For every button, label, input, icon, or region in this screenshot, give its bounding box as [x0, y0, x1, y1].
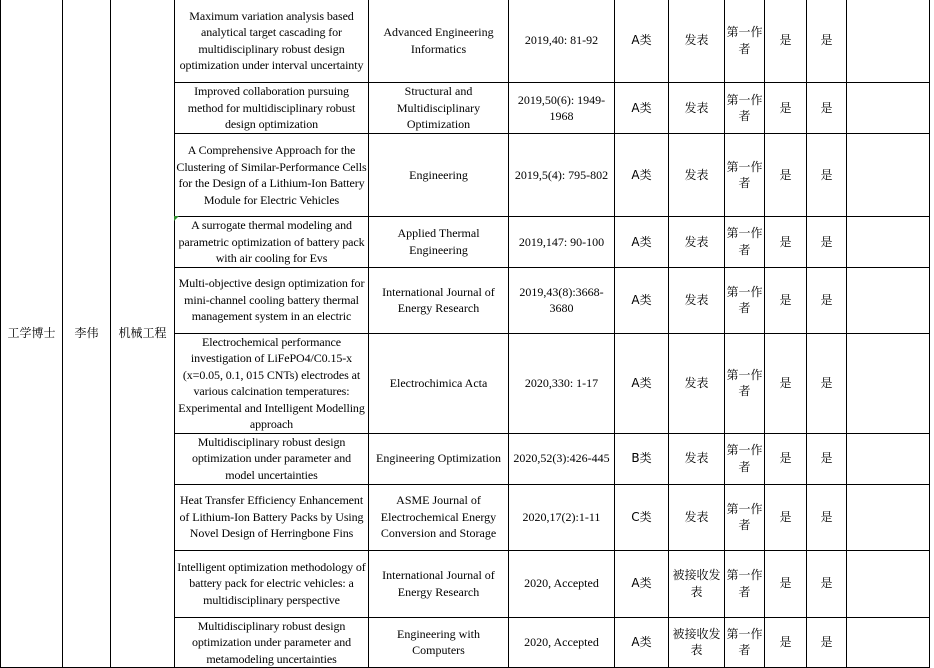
status-cell[interactable]: 发表 [669, 267, 725, 333]
check-cell-1[interactable]: 是 [765, 550, 807, 617]
check-cell-1[interactable]: 是 [765, 433, 807, 484]
status-cell[interactable]: 发表 [669, 484, 725, 550]
author-rank-cell[interactable]: 第一作者 [725, 134, 765, 217]
check-cell-2[interactable]: 是 [807, 0, 847, 83]
grade-cell[interactable]: B类 [615, 433, 669, 484]
volume-cell[interactable]: 2020, Accepted [509, 617, 615, 668]
journal-cell[interactable]: Applied Thermal Engineering [369, 217, 509, 268]
status-cell[interactable]: 发表 [669, 134, 725, 217]
author-rank-cell[interactable]: 第一作者 [725, 217, 765, 268]
paper-title-cell[interactable]: Intelligent optimization methodology of battery pack for electric vehicles: a multidisciplinary perspective [175, 550, 369, 617]
paper-title-cell[interactable]: Maximum variation analysis based analytical target cascading for multidisciplinary robust design optimization under interval uncertainty [175, 0, 369, 83]
paper-title-cell[interactable]: Multi-objective design optimization for mini-channel cooling battery thermal management system in an electric [175, 267, 369, 333]
status-cell[interactable]: 被接收发表 [669, 550, 725, 617]
journal-cell[interactable]: ASME Journal of Electrochemical Energy Conversion and Storage [369, 484, 509, 550]
grade-cell[interactable]: A类 [615, 217, 669, 268]
paper-title-cell[interactable]: Electrochemical performance investigation of LiFePO4/C0.15-x (x=0.05, 0.1, 015 CNTs) electrodes at various calcination temperatures: Experimental and Intelligent Modelling approach [175, 333, 369, 433]
volume-cell[interactable]: 2020,17(2):1-11 [509, 484, 615, 550]
volume-cell[interactable]: 2019,147: 90-100 [509, 217, 615, 268]
check-cell-2[interactable]: 是 [807, 617, 847, 668]
check-cell-1[interactable]: 是 [765, 267, 807, 333]
check-cell-2[interactable]: 是 [807, 333, 847, 433]
empty-cell[interactable] [847, 83, 930, 134]
volume-cell[interactable]: 2019,5(4): 795-802 [509, 134, 615, 217]
comment-indicator-icon [174, 216, 179, 221]
journal-cell[interactable]: International Journal of Energy Research [369, 550, 509, 617]
status-cell[interactable]: 发表 [669, 333, 725, 433]
grade-cell[interactable]: A类 [615, 267, 669, 333]
grade-cell[interactable]: A类 [615, 333, 669, 433]
table-row [1, 0, 930, 83]
author-rank-cell[interactable]: 第一作者 [725, 433, 765, 484]
status-cell[interactable]: 发表 [669, 217, 725, 268]
check-cell-2[interactable]: 是 [807, 134, 847, 217]
author-rank-cell[interactable]: 第一作者 [725, 333, 765, 433]
empty-cell[interactable] [847, 433, 930, 484]
check-cell-2[interactable]: 是 [807, 433, 847, 484]
name-cell[interactable]: 李伟 [63, 0, 111, 668]
check-cell-1[interactable]: 是 [765, 217, 807, 268]
empty-cell[interactable] [847, 267, 930, 333]
grade-cell[interactable]: C类 [615, 484, 669, 550]
empty-cell[interactable] [847, 333, 930, 433]
check-cell-2[interactable]: 是 [807, 550, 847, 617]
paper-title-cell[interactable]: Improved collaboration pursuing method for multidisciplinary robust design optimization [175, 83, 369, 134]
volume-cell[interactable]: 2020, Accepted [509, 550, 615, 617]
empty-cell[interactable] [847, 550, 930, 617]
check-cell-1[interactable]: 是 [765, 83, 807, 134]
author-rank-cell[interactable]: 第一作者 [725, 550, 765, 617]
status-cell[interactable]: 发表 [669, 0, 725, 83]
volume-cell[interactable]: 2019,50(6): 1949-1968 [509, 83, 615, 134]
author-rank-cell[interactable]: 第一作者 [725, 267, 765, 333]
author-rank-cell[interactable]: 第一作者 [725, 0, 765, 83]
grade-cell[interactable]: A类 [615, 0, 669, 83]
journal-cell[interactable]: Structural and Multidisciplinary Optimization [369, 83, 509, 134]
journal-cell[interactable]: Engineering [369, 134, 509, 217]
status-cell[interactable]: 被接收发表 [669, 617, 725, 668]
paper-title-cell[interactable]: Multidisciplinary robust design optimization under parameter and model uncertainties [175, 433, 369, 484]
empty-cell[interactable] [847, 134, 930, 217]
major-cell[interactable]: 机械工程 [111, 0, 175, 668]
grade-cell[interactable]: A类 [615, 617, 669, 668]
check-cell-1[interactable]: 是 [765, 134, 807, 217]
paper-title-cell[interactable]: A Comprehensive Approach for the Clustering of Similar-Performance Cells for the Design of a Lithium-Ion Battery Module for Electric Vehicles [175, 134, 369, 217]
check-cell-2[interactable]: 是 [807, 267, 847, 333]
author-rank-cell[interactable]: 第一作者 [725, 617, 765, 668]
empty-cell[interactable] [847, 0, 930, 83]
check-cell-2[interactable]: 是 [807, 83, 847, 134]
empty-cell[interactable] [847, 217, 930, 268]
volume-cell[interactable]: 2020,52(3):426-445 [509, 433, 615, 484]
check-cell-1[interactable]: 是 [765, 333, 807, 433]
volume-cell[interactable]: 2019,40: 81-92 [509, 0, 615, 83]
grade-cell[interactable]: A类 [615, 83, 669, 134]
status-cell[interactable]: 发表 [669, 83, 725, 134]
grade-cell[interactable]: A类 [615, 134, 669, 217]
journal-cell[interactable]: International Journal of Energy Research [369, 267, 509, 333]
check-cell-2[interactable]: 是 [807, 484, 847, 550]
journal-cell[interactable]: Electrochimica Acta [369, 333, 509, 433]
paper-title-cell[interactable]: Multidisciplinary robust design optimization under parameter and metamodeling uncertainties [175, 617, 369, 668]
volume-cell[interactable]: 2020,330: 1-17 [509, 333, 615, 433]
author-rank-cell[interactable]: 第一作者 [725, 83, 765, 134]
check-cell-2[interactable]: 是 [807, 217, 847, 268]
check-cell-1[interactable]: 是 [765, 484, 807, 550]
paper-title-cell[interactable]: A surrogate thermal modeling and parametric optimization of battery pack with air cooling for Evs [175, 217, 369, 268]
degree-cell[interactable]: 工学博士 [1, 0, 63, 668]
journal-cell[interactable]: Engineering with Computers [369, 617, 509, 668]
volume-cell[interactable]: 2019,43(8):3668-3680 [509, 267, 615, 333]
author-rank-cell[interactable]: 第一作者 [725, 484, 765, 550]
check-cell-1[interactable]: 是 [765, 617, 807, 668]
status-cell[interactable]: 发表 [669, 433, 725, 484]
check-cell-1[interactable]: 是 [765, 0, 807, 83]
grade-cell[interactable]: A类 [615, 550, 669, 617]
paper-title-cell[interactable]: Heat Transfer Efficiency Enhancement of Lithium-Ion Battery Packs by Using Novel Design of Herringbone Fins [175, 484, 369, 550]
empty-cell[interactable] [847, 484, 930, 550]
journal-cell[interactable]: Advanced Engineering Informatics [369, 0, 509, 83]
empty-cell[interactable] [847, 617, 930, 668]
journal-cell[interactable]: Engineering Optimization [369, 433, 509, 484]
